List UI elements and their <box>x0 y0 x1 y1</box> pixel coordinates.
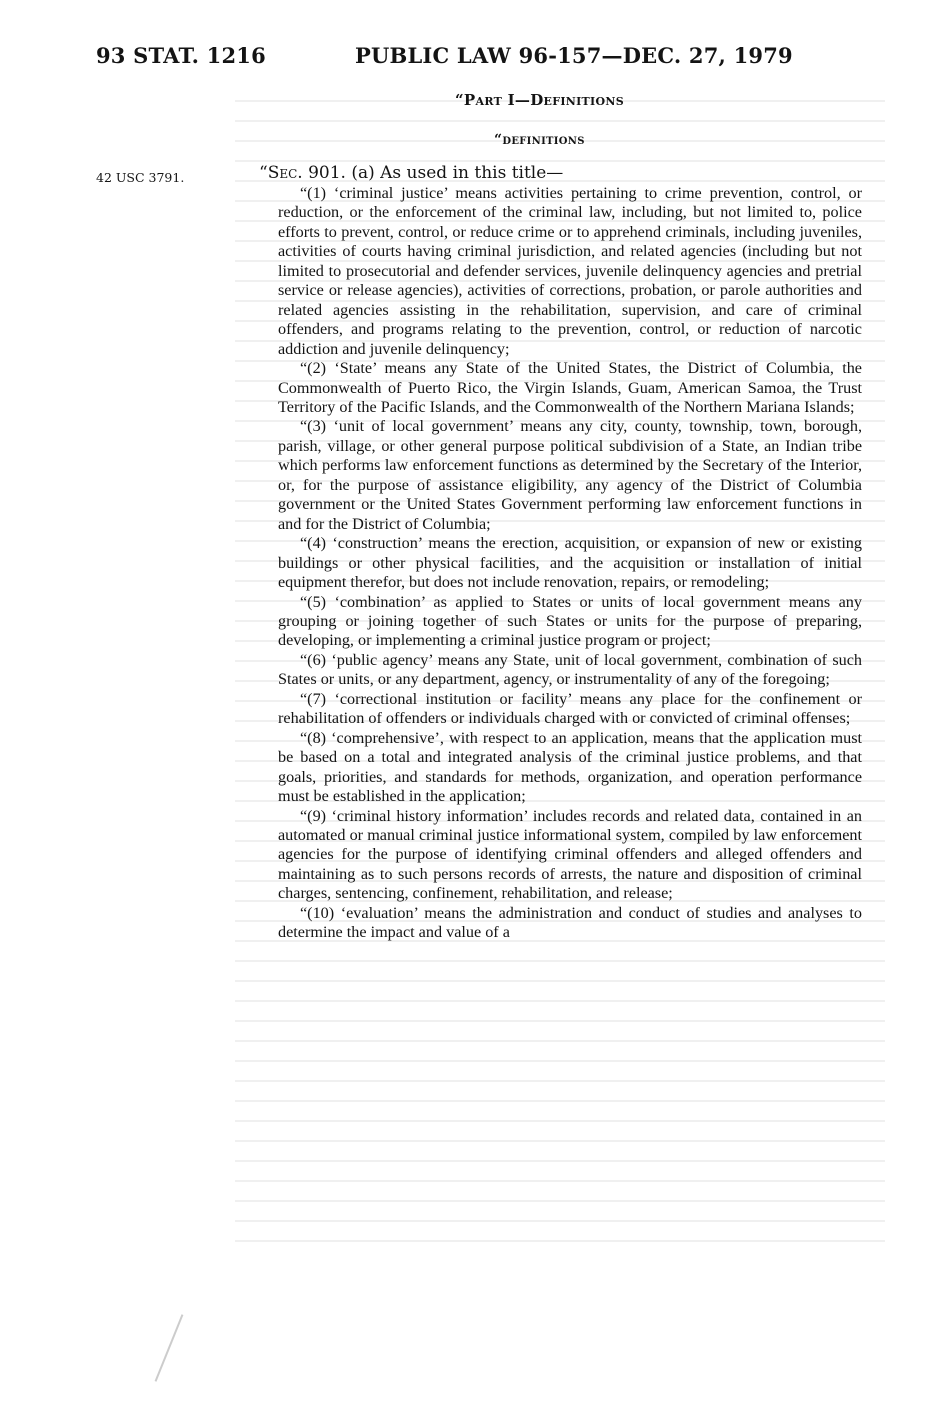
section-label: “Sec. <box>259 163 303 183</box>
definition-paragraph: “(2) ‘State’ means any State of the United States, the District of Columbia, the Commonwealth of Puerto Rico, the Virgin Islands, Guam, American Samoa, the Trust Territory of the Pacific Islands, and the Commonwealth of the Northern Mariana Islands; <box>278 359 862 416</box>
statute-citation: 93 STAT. 1216 <box>96 43 266 68</box>
definition-paragraph: “(6) ‘public agency’ means any State, unit of local government, combination of such States or units, or any department, agency, or instrumentality of any of the foregoing; <box>278 650 862 689</box>
section-opening <box>259 164 563 183</box>
definition-paragraph: “(3) ‘unit of local government’ means any city, county, township, town, borough, parish, village, or other general purpose political subdivision of a State, an Indian tribe which performs law enforcement functions as determined by the Secretary of the Interior, or, for the purpose of assistance eligibility, any agency of the District of Columbia government or the United States Government performing law enforcement functions in and for the District of Columbia; <box>278 417 862 533</box>
section-heading: “definitions <box>494 132 585 148</box>
part-title: “Part I—Definitions <box>455 91 624 109</box>
definitions-list <box>278 184 862 943</box>
definition-paragraph: “(4) ‘construction’ means the erection, acquisition, or expansion of new or existing buildings or other physical facilities, and the acquisition or installation of initial equipment therefor, but does not include renovation, repairs, or remodeling; <box>278 534 862 592</box>
pencil-mark <box>155 1314 184 1382</box>
definition-paragraph: “(8) ‘comprehensive’, with respect to an application, means that the application must be based on a total and integrated analysis of the criminal justice problems, and that goals, priorities, and standards for methods, organization, and operation performance must be established in the application; <box>278 728 862 806</box>
definition-paragraph: “(1) ‘criminal justice’ means activities pertaining to crime prevention, control, or reduction, or the enforcement of the criminal law, including, but not limited to, police efforts to prevent, control, or reduce crime or to apprehend criminals, including juveniles, activities of courts having criminal jurisdiction, and related agencies (including but not limited to prosecutorial and defender services, juvenile delinquency agencies and pretrial service or release agencies), activities of corrections, probation, or parole authorities and related agencies assisting in the rehabilitation, supervision, and care of criminal offenders, and programs relating to the prevention, control, or reduction of narcotic addiction and juvenile delinquency; <box>278 184 862 358</box>
usc-margin-note: 42 USC 3791. <box>96 170 185 185</box>
section-number-text: 901. (a) As used in this title— <box>308 163 564 183</box>
definition-paragraph: “(7) ‘correctional institution or facility’ means any place for the confinement or rehabilitation of offenders or individuals charged with or convicted of criminal offenses; <box>278 689 862 728</box>
definition-paragraph: “(9) ‘criminal history information’ includes records and related data, contained in an automated or manual criminal justice informational system, compiled by law enforcement agencies for the purpose of identifying criminal offenders and alleged offenders and maintaining as to such persons records of arrests, the nature and disposition of criminal charges, sentencing, confinement, rehabilitation, and release; <box>278 806 862 903</box>
definition-paragraph: “(5) ‘combination’ as applied to States or units of local government means any grouping or joining together of such States or units for the purpose of preparing, developing, or implementing a criminal justice program or project; <box>278 592 862 650</box>
definition-paragraph: “(10) ‘evaluation’ means the administration and conduct of studies and analyses to determine the impact and value of a <box>278 903 862 942</box>
law-title: PUBLIC LAW 96-157—DEC. 27, 1979 <box>355 43 793 68</box>
